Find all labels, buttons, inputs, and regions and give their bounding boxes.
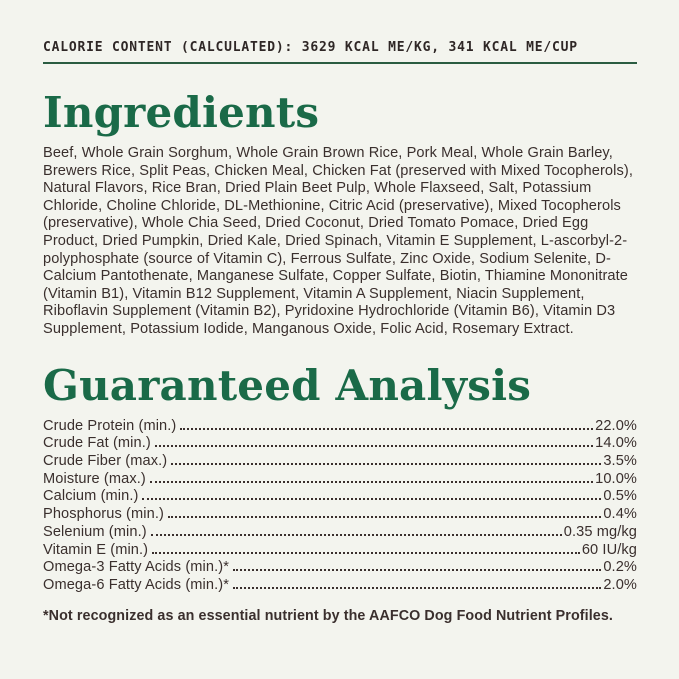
dotted-leader bbox=[152, 552, 580, 554]
guaranteed-analysis-table bbox=[43, 418, 637, 595]
nutrient-label: Omega-3 Fatty Acids (min.)* bbox=[43, 559, 229, 576]
nutrient-label: Crude Fat (min.) bbox=[43, 435, 151, 452]
analysis-row bbox=[43, 506, 637, 524]
analysis-row bbox=[43, 471, 637, 489]
analysis-row bbox=[43, 542, 637, 560]
nutrient-value: 0.4% bbox=[603, 506, 637, 523]
dotted-leader bbox=[233, 569, 601, 571]
dotted-leader bbox=[171, 463, 601, 465]
ingredients-heading: Ingredients bbox=[43, 88, 320, 137]
nutrient-value: 22.0% bbox=[595, 417, 637, 434]
nutrient-label: Moisture (max.) bbox=[43, 470, 146, 487]
nutrient-label: Crude Fiber (max.) bbox=[43, 453, 168, 469]
analysis-row bbox=[43, 488, 637, 506]
analysis-row bbox=[43, 435, 637, 453]
guaranteed-analysis-heading: Guaranteed Analysis bbox=[43, 360, 532, 410]
analysis-row bbox=[43, 559, 637, 577]
analysis-row bbox=[43, 524, 637, 542]
nutrient-label: Calcium (min.) bbox=[43, 488, 139, 505]
nutrient-label: Vitamin E (min.) bbox=[43, 541, 149, 558]
nutrient-value: 14.0% bbox=[595, 435, 637, 452]
nutrient-label: Crude Protein (min.) bbox=[43, 417, 177, 434]
nutrient-value: 2.0% bbox=[603, 576, 637, 593]
nutrient-label: Phosphorus (min.) bbox=[43, 506, 164, 523]
ingredients-list-text: Beef, Whole Grain Sorghum, Whole Grain Brown Rice, Pork Meal, Whole Grain Barley, Brewers Rice, Split Peas, Chicken Meal, Chicken Fat (preserved with Mixed Tocopherols), Natural Flavors, Rice Bran, Dried Plain Beet Pulp, Whole Flaxseed, Salt, Potassium Chloride, Choline Chloride, DL-Methionine, Citric Acid (preservative), Mixed Tocopherols (preservative), Whole Chia Seed, Dried Coconut, Dried Tomato Pomace, Dried Egg Product, Dried Pumpkin, Dried Kale, Dried Spinach, Vitamin E Supplement, L-ascorbyl-2-polyphosphate (source of Vitamin C), Ferrous Sulfate, Zinc Oxide, Sodium Selenite, D-Calcium Pantothenate, Manganese Sulfate, Copper Sulfate, Biotin, Thiamine Mononitrate (Vitamin B1), Vitamin B12 Supplement, Vitamin A Supplement, Niacin Supplement, Riboflavin Supplement (Vitamin B2), Pyridoxine Hydrochloride (Vitamin B6), Vitamin D3 Supplement, Potassium Iodide, Manganous Oxide, Folic Acid, Rosemary Extract. bbox=[43, 145, 633, 337]
dotted-leader bbox=[233, 587, 601, 589]
dotted-leader bbox=[151, 534, 562, 536]
analysis-row bbox=[43, 418, 637, 436]
aafco-footnote: *Not recognized as an essential nutrient by the AAFCO Dog Food Nutrient Profiles. bbox=[43, 607, 613, 624]
analysis-row bbox=[43, 453, 637, 471]
nutrient-value: 0.35 mg/kg bbox=[563, 523, 637, 540]
nutrient-label: Selenium (min.) bbox=[43, 523, 147, 540]
dotted-leader bbox=[168, 516, 601, 518]
nutrient-value: 0.5% bbox=[603, 488, 637, 505]
nutrient-value: 10.0% bbox=[595, 470, 637, 487]
analysis-row bbox=[43, 577, 637, 595]
dotted-leader bbox=[155, 445, 593, 447]
dotted-leader bbox=[150, 481, 593, 483]
nutrient-value: 60 IU/kg bbox=[581, 541, 637, 558]
nutrient-value: 0.2% bbox=[603, 559, 637, 576]
dotted-leader bbox=[180, 428, 593, 430]
calorie-content-statement: CALORIE CONTENT (CALCULATED): 3629 KCAL ME/KG, 341 KCAL ME/CUP bbox=[43, 40, 637, 64]
nutrient-label: Omega-6 Fatty Acids (min.)* bbox=[43, 576, 229, 593]
dotted-leader bbox=[142, 498, 601, 500]
nutrient-value: 3.5% bbox=[603, 453, 637, 469]
